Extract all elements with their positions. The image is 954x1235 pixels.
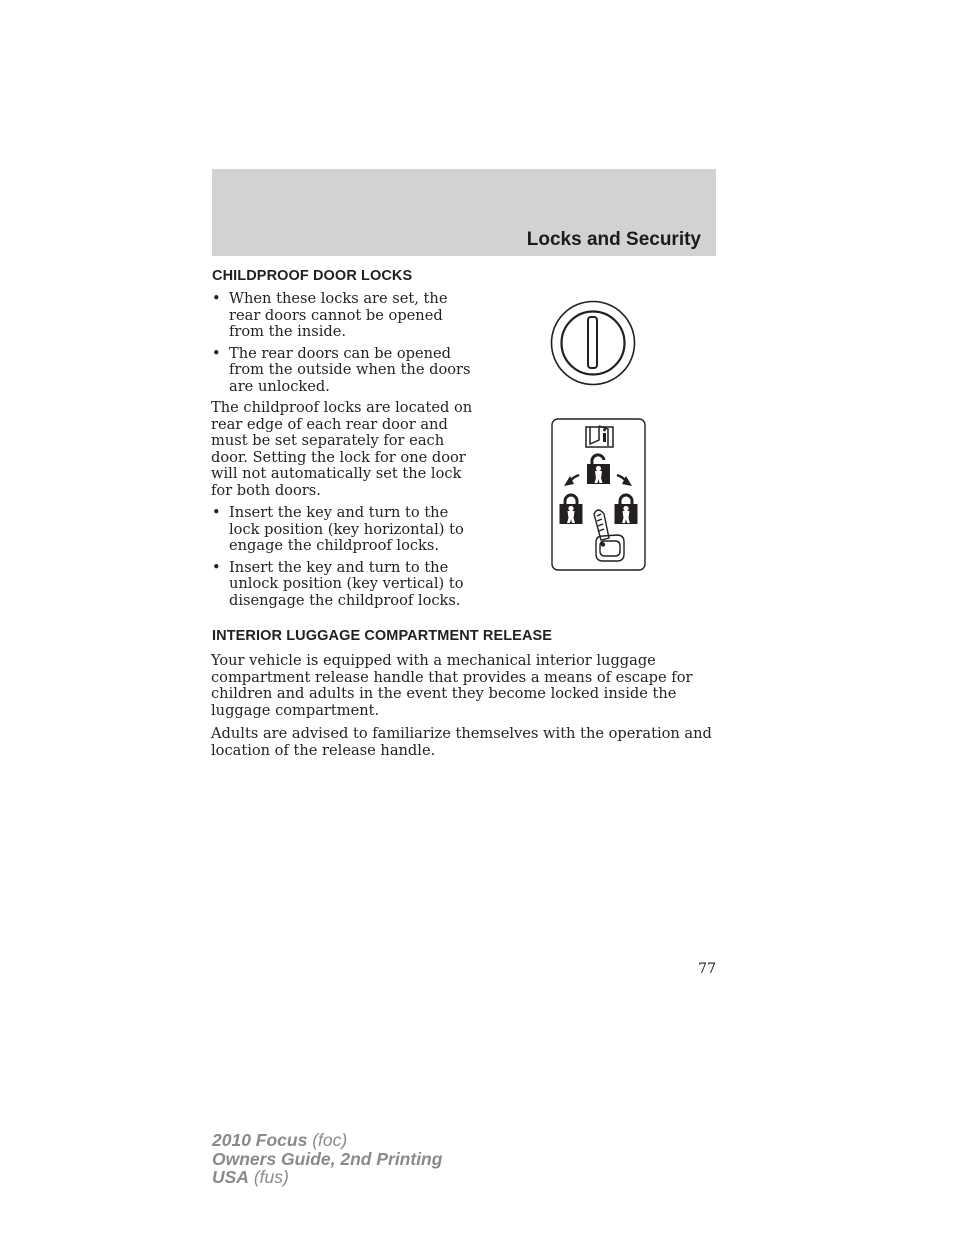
turn-arrow-right-icon bbox=[617, 475, 632, 486]
owners-manual-icon bbox=[586, 426, 613, 447]
childproof-lock-label-icon bbox=[551, 418, 647, 574]
luggage-paragraph-2: Adults are advised to familiarize themselves with the operation and location of the release handle. bbox=[211, 725, 712, 759]
footer-model-code: (foc) bbox=[312, 1130, 348, 1150]
child-padlock-right-icon bbox=[615, 495, 638, 524]
luggage-release-text bbox=[211, 653, 721, 759]
list-item bbox=[211, 505, 473, 555]
footer-printing: Owners Guide, 2nd Printing bbox=[212, 1148, 443, 1169]
footer-market-code: (fus) bbox=[253, 1167, 289, 1187]
footer-model: 2010 Focus bbox=[212, 1130, 308, 1150]
door-lock-cylinder-icon bbox=[550, 300, 638, 388]
list-item bbox=[211, 291, 473, 341]
footer-line-3 bbox=[212, 1168, 442, 1187]
heading-interior-luggage-release: INTERIOR LUGGAGE COMPARTMENT RELEASE bbox=[212, 628, 553, 644]
list-item bbox=[211, 560, 473, 610]
turn-arrow-left-icon bbox=[564, 475, 579, 486]
bullet-symbol: • bbox=[212, 290, 221, 307]
page-number: 77 bbox=[698, 961, 716, 977]
list-item bbox=[211, 346, 473, 396]
bullet-symbol: • bbox=[212, 504, 221, 521]
bullet-text: Insert the key and turn to the unlock position (key vertical) to disengage the childproof locks. bbox=[229, 558, 464, 609]
childproof-text-column bbox=[211, 291, 473, 614]
child-padlock-icon bbox=[587, 455, 610, 484]
footer-market: USA bbox=[212, 1167, 249, 1187]
bullet-list-b bbox=[211, 505, 473, 609]
bullet-symbol: • bbox=[212, 558, 221, 576]
childproof-paragraph: The childproof locks are located on rear edge of each rear door and must be set separately for each door. Setting the lock for one door will not automatically set the lock for both doors. bbox=[211, 399, 473, 499]
section-header-band bbox=[212, 169, 716, 256]
bullet-symbol: • bbox=[212, 344, 221, 362]
section-title: Locks and Security bbox=[526, 229, 701, 250]
bullet-text: Insert the key and turn to the lock position (key horizontal) to engage the childproof locks. bbox=[229, 504, 464, 554]
bullet-text: The rear doors can be opened from the outside when the doors are unlocked. bbox=[229, 344, 471, 395]
document-footer bbox=[212, 1131, 442, 1187]
luggage-paragraph-1: Your vehicle is equipped with a mechanical interior luggage compartment release handle that provides a means of escape for children and adults in the event they become locked inside the luggage compartment. bbox=[211, 652, 693, 719]
heading-childproof-door-locks: CHILDPROOF DOOR LOCKS bbox=[212, 268, 413, 284]
bullet-text: When these locks are set, the rear doors cannot be opened from the inside. bbox=[229, 290, 448, 340]
bullet-list-a bbox=[211, 291, 473, 395]
child-padlock-left-icon bbox=[560, 495, 583, 524]
footer-line-2 bbox=[212, 1150, 442, 1169]
footer-line-1 bbox=[212, 1131, 442, 1150]
